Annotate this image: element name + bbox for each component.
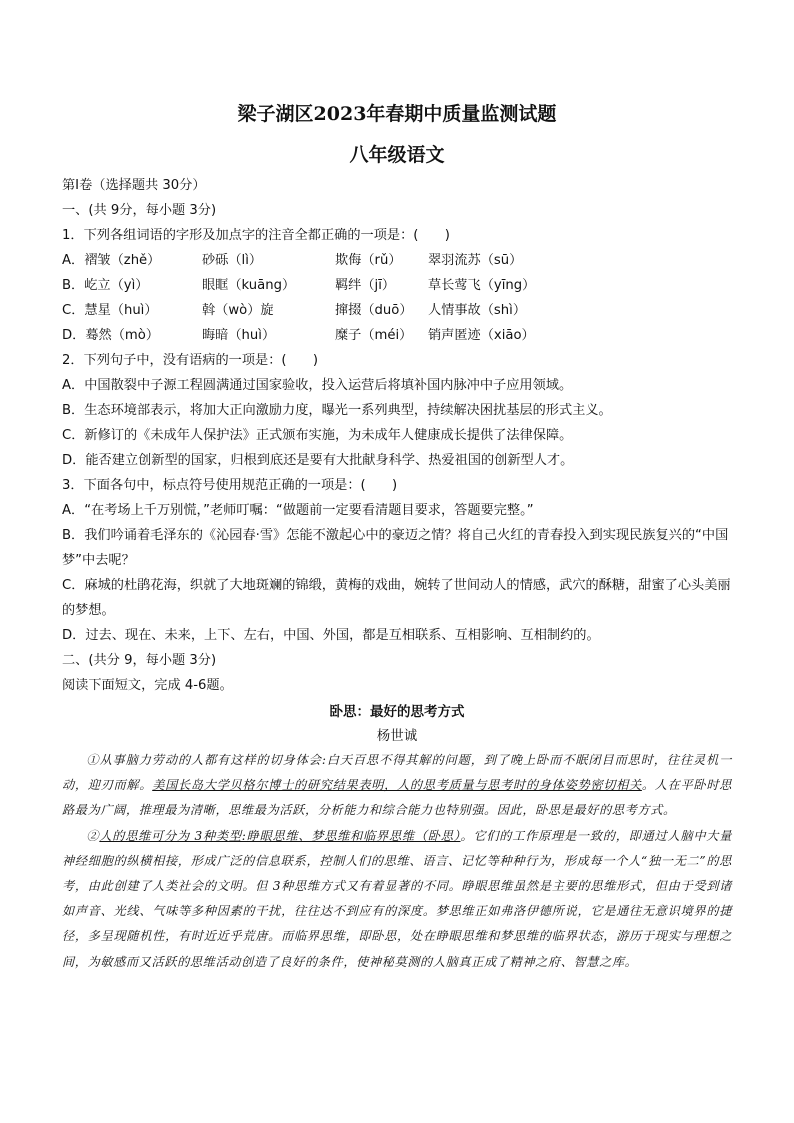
exam-body — [62, 173, 732, 975]
q2-option-d: D．能否建立创新型的国家，归根到底还是要有大批献身科学、热爱祖国的创新型人才。 — [62, 453, 574, 468]
p1-text-a: ①从事脑力劳动的人都有这样的切身体会:白天百思不得其解的问题，到了晚上卧而不眠闭目而思时，往往灵机一动，迎刃而解。 — [62, 753, 732, 793]
q1-option-a — [62, 248, 732, 273]
q1-c-word-2: 斡（wò）旋 — [202, 303, 274, 318]
q1-a-word-3: 欺侮（rǔ） — [335, 253, 402, 268]
q2-option-a: A．中国散裂中子源工程圆满通过国家验收，投入运营后将填补国内脉冲中子应用领域。 — [62, 378, 573, 393]
p2-underlined: 人的思维可分为 3种类型:睁眼思维、梦思维和临界思维（卧思） — [99, 828, 461, 843]
q1-a-word-4: 翠羽流苏（sū） — [428, 253, 523, 268]
exam-title: 梁子湖区2023年春期中质量监测试题 — [237, 103, 557, 125]
q1-a-word-2: 砂砾（lì） — [202, 253, 263, 268]
exam-subtitle: 八年级语文 — [349, 144, 445, 166]
q1-option-c — [62, 298, 732, 323]
q1-option-b — [62, 273, 732, 298]
q1-d-word-1: D．蓦然（mò） — [62, 328, 160, 343]
article-paragraph-1 — [62, 748, 732, 824]
q1-d-word-2: 晦暗（huì） — [202, 328, 276, 343]
q3-option-a: A．“在考场上千万别慌，”老师叮嘱：“做题前一定要看清题目要求，答题要完整。” — [62, 503, 534, 518]
article-paragraph-2 — [62, 824, 732, 975]
q3-option-d: D．过去、现在、未来，上下、左右，中国、外国，都是互相联系、互相影响、互相制约的。 — [62, 628, 600, 643]
section1-header: 第Ⅰ卷（选择题共 30分） — [62, 178, 206, 193]
p2-text-a: ② — [86, 828, 100, 843]
q1-b-word-2: 眼眶（kuāng） — [202, 278, 296, 293]
q1-option-d — [62, 323, 732, 348]
article-title: 卧思：最好的思考方式 — [329, 704, 465, 720]
q1-b-word-3: 羁绊（jī） — [335, 278, 396, 293]
q1-c-word-4: 人情事故（shì） — [428, 303, 527, 318]
q1-b-word-1: B．屹立（yì） — [62, 278, 149, 293]
q1-c-word-1: C．慧星（huì） — [62, 303, 158, 318]
reading-instruction: 阅读下面短文，完成 4-6题。 — [62, 678, 233, 693]
article-author: 杨世诚 — [376, 728, 418, 744]
q2-stem: 2．下列句子中，没有语病的一项是：( ) — [62, 353, 319, 368]
q1-c-word-3: 撺掇（duō） — [335, 303, 413, 318]
p1-underlined: 美国长岛大学贝格尔博士的研究结果表明，人的思考质量与思考时的身体姿势密切相关 — [152, 778, 642, 793]
p2-text-b: 。它们的工作原理是一致的，即通过人脑中大量神经细胞的纵横相接，形成广泛的信息联系，控制人们的思维、语言、记忆等种种行为，形成每一个人“独一无二”的思考，由此创建了人类社会的文明。但 3种思维方式又有着显著的不同。睁眼思维虽然是主要的思维形式，但由于受到诸如声音、光线、气味等多种因素的干扰，往往达不到应有的深度。梦思维正如弗洛伊德所说，它是通往无意识境界的捷径，多呈现随机性，有时近近乎荒唐。而临界思维，即卧思，处在睁眼思维和梦思维的临界状态，游历于现实与理想之间，为敏感而又活跃的思维活动创造了良好的条件，使神秘莫测的人脑真正成了精神之府、智慧之库。 — [62, 828, 732, 969]
q2-option-b: B．生态环境部表示，将加大正向激励力度，曝光一系列典型，持续解决困扰基层的形式主义。 — [62, 403, 612, 418]
q1-stem: 1．下列各组词语的字形及加点字的注音全都正确的一项是：( ) — [62, 228, 450, 243]
q2-option-c: C．新修订的《未成年人保护法》正式颁布实施，为未成年人健康成长提供了法律保障。 — [62, 428, 573, 443]
q3-option-b: B．我们吟诵着毛泽东的《沁园春·雪》怎能不激起心中的豪迈之情？将自己火红的青春投入到实现民族复兴的“中国梦”中去呢？ — [62, 528, 729, 568]
p1-text-b: 。人在平卧时思路最为广阔，推理最为清晰，思维最为活跃，分析能力和综合能力也特别强。因此，卧思是最好的思考方式。 — [62, 778, 732, 818]
q1-b-word-4: 草长莺飞（yīng） — [428, 278, 536, 293]
q1-d-word-3: 糜子（méi） — [335, 328, 413, 343]
q1-d-word-4: 销声匿迹（xiāo） — [428, 328, 535, 343]
section2-header: 二、(共分 9，每小题 3分) — [62, 653, 217, 668]
q3-stem: 3．下面各句中，标点符号使用规范正确的一项是：( ) — [62, 478, 398, 493]
q3-option-c: C．麻城的杜鹃花海，织就了大地斑斓的锦缎，黄梅的戏曲，婉转了世间动人的情感，武穴的酥糖，甜蜜了心头美丽的梦想。 — [62, 578, 731, 618]
part1-header: 一、(共 9分，每小题 3分) — [62, 203, 217, 218]
q1-a-word-1: A．褶皱（zhě） — [62, 253, 161, 268]
